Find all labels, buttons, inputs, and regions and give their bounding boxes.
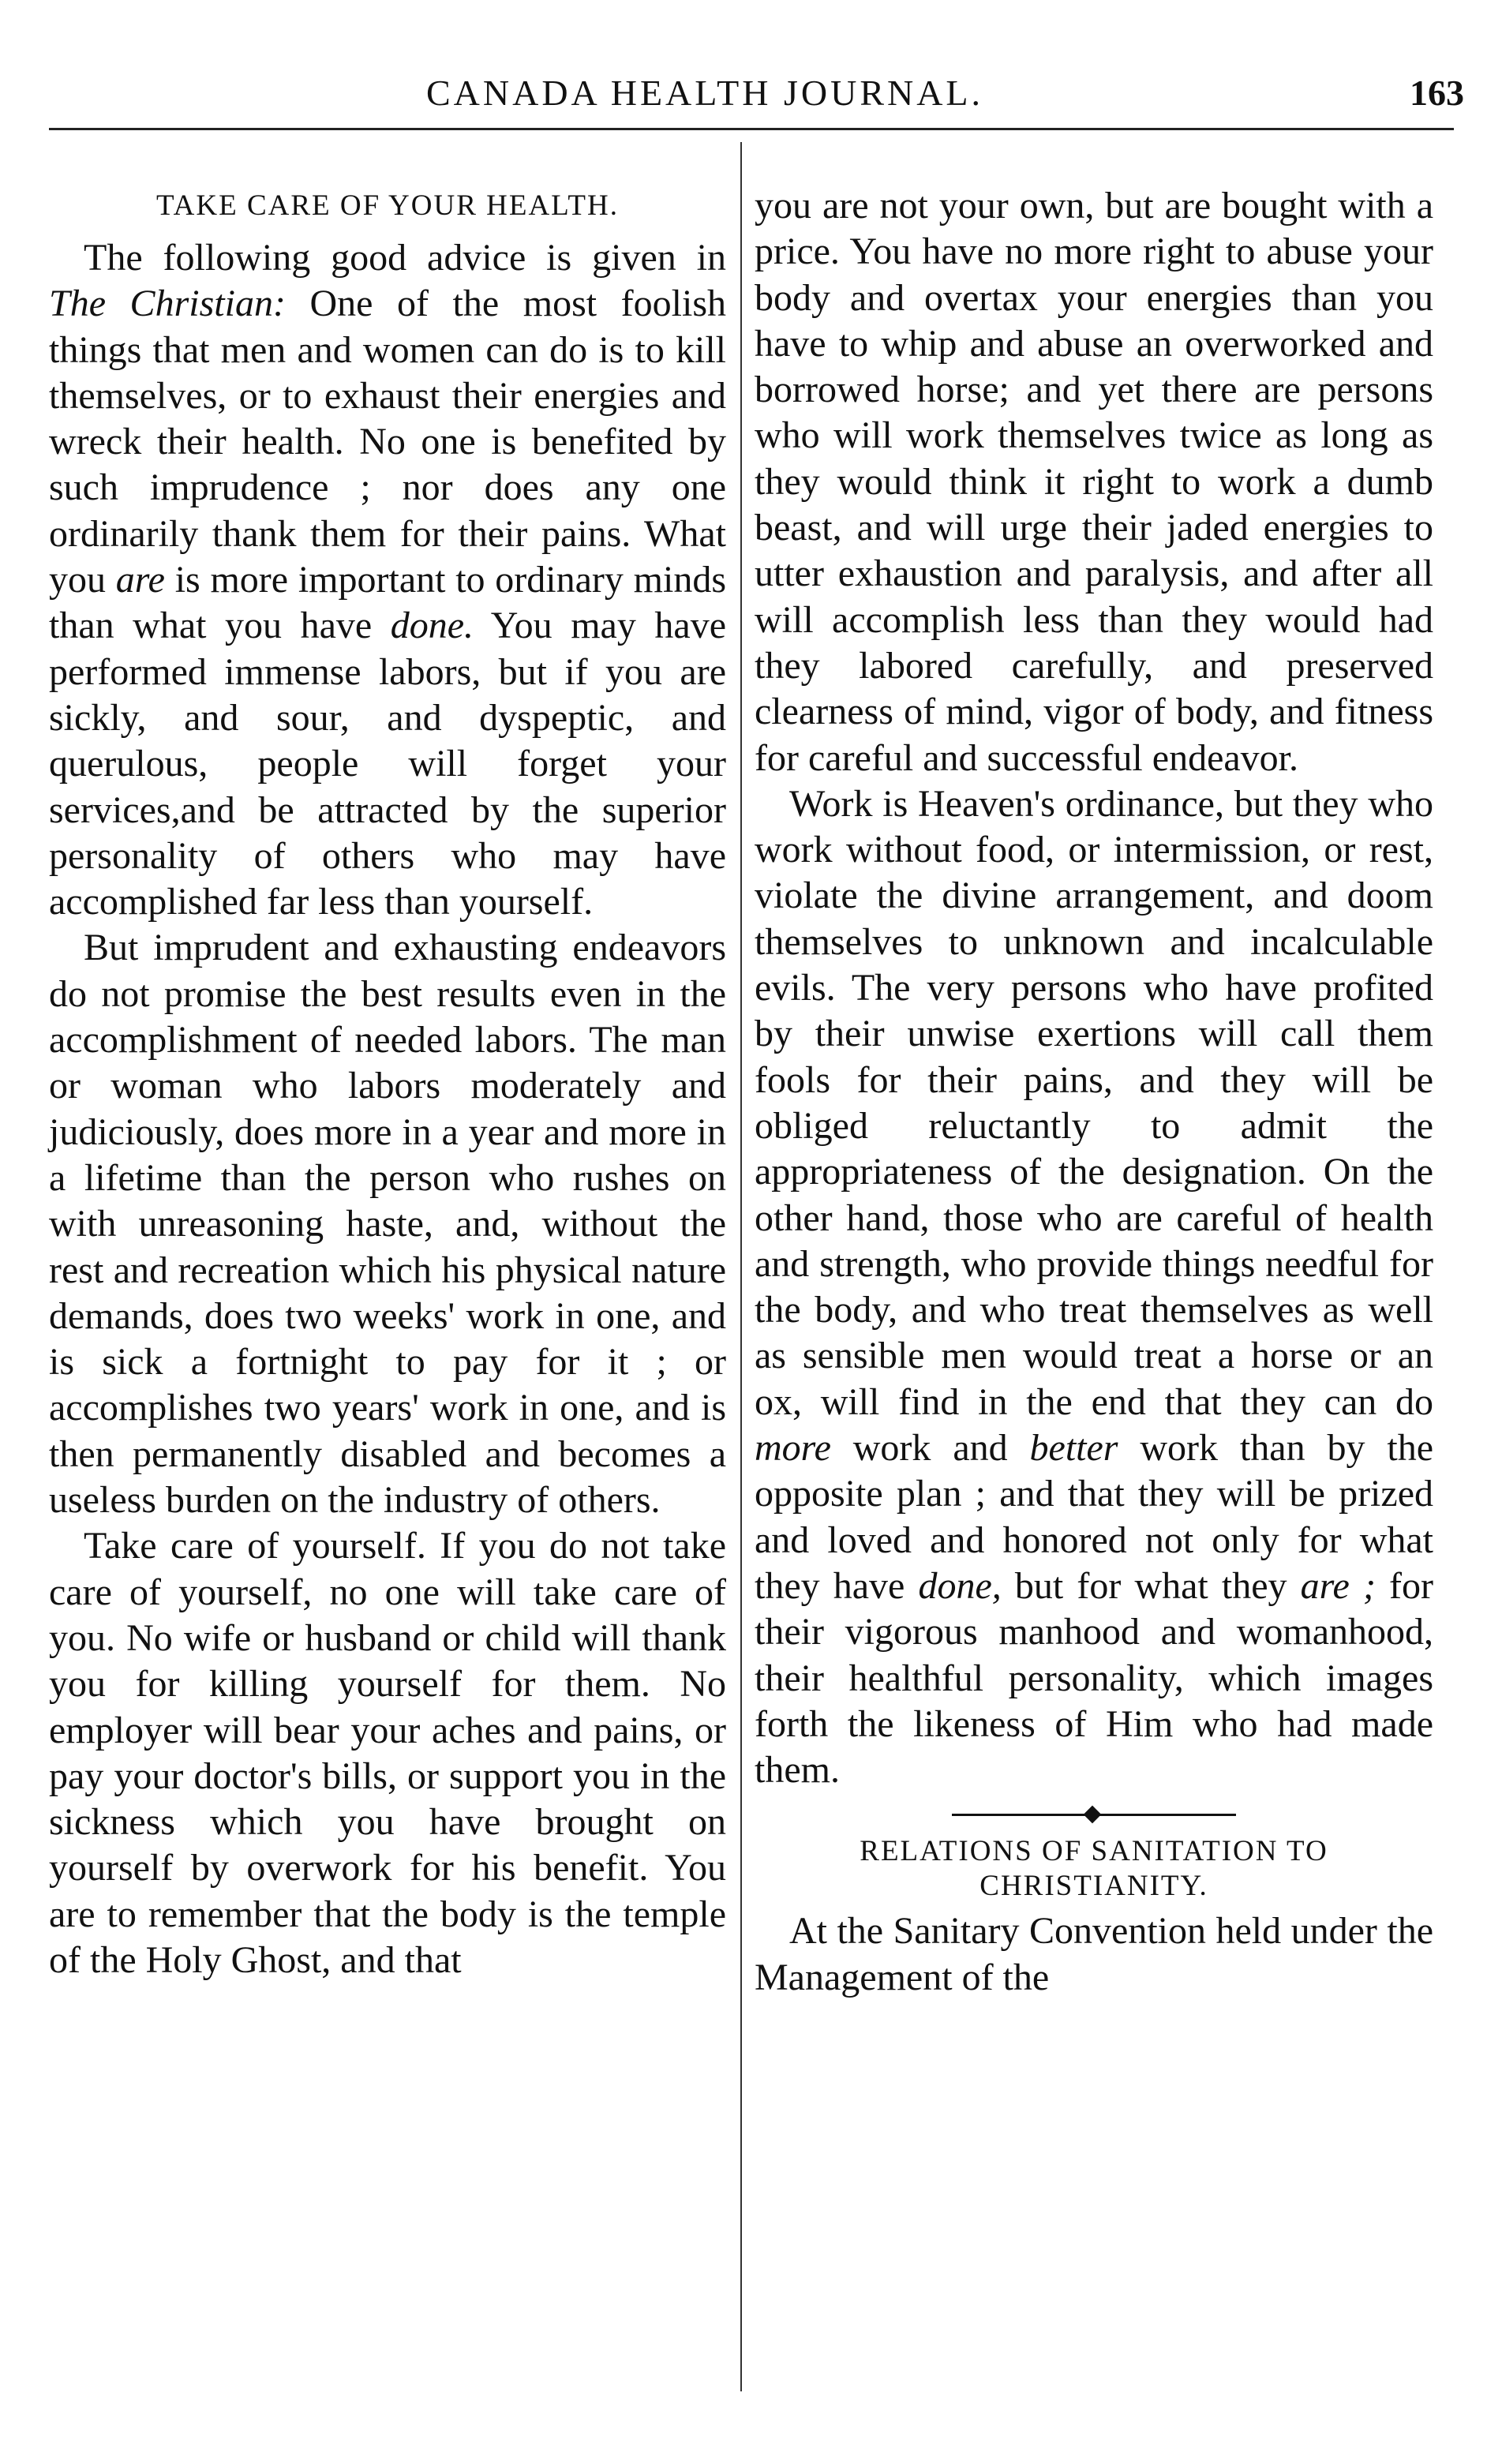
journal-title: CANADA HEALTH JOURNAL.	[426, 73, 984, 113]
article-title: TAKE CARE OF YOUR HEALTH.	[156, 189, 619, 222]
divider-ornament-icon	[1084, 1806, 1102, 1824]
paragraph-3-continued: you are not your own, but are bought with a price. You have no more right to abuse your body and overtax your energies than you have to whip and abuse an overworked and borrowed horse; and yet there are persons who will work themselves twice as long as they would think it right to work a dumb beast, and will urge their jaded energies to utter exhaustion and paralysis, and after all will accomplish less than they would had they labored carefully, and preserved clearness of mind, vigor of body, and fitness for careful and successful endeavor.	[755, 185, 1433, 779]
section-divider	[755, 1798, 1433, 1831]
paragraph-5: At the Sanitary Convention held under the Management of the	[755, 1910, 1433, 1998]
emphasis-done: done.	[390, 605, 474, 647]
paragraph-1-text-b: One of the most foolish things that men and women can do is to kill themselves, or to exhaust their energies and wreck their health. No one is benefited by such imprudence ; nor does any one ordinarily thank them for their pains. What you	[49, 283, 727, 601]
section-title-line-1: RELATIONS OF SANITATION TO	[860, 1835, 1328, 1868]
paragraph-4-text-b: work and	[830, 1427, 1030, 1470]
section-title-line-2: CHRISTIANITY.	[979, 1870, 1208, 1903]
column-rule	[740, 142, 742, 2391]
left-column	[49, 183, 726, 1983]
paragraph-1-text-d: You may have performed immense labors, but if you are sickly, and sour, and dyspeptic, and querulous, people will forget your services,and be attracted by the superior personality of others who may have accomplished far less than yourself.	[49, 605, 727, 923]
emphasis-are-2: are ;	[1300, 1564, 1376, 1607]
paragraph-4-text-c: work than by the opposite plan ; and that they will be prized and loved and honored not only for what they have	[755, 1427, 1433, 1607]
emphasis-better: better	[1029, 1427, 1118, 1470]
paragraph-2: But imprudent and exhausting endeavors do not promise the best results even in the accomplishment of needed labors. The man or woman who labors moderately and judiciously, does more in a year and more in a lifetime than the person who rushes on with unreasoning haste, and, without the rest and recreation which his physical nature demands, does two weeks' work in one, and is sick a fortnight to pay for it ; or accomplishes two years' work in one, and is then permanently disabled and becomes a useless burden on the industry of others.	[49, 927, 726, 1522]
header-rule	[49, 128, 1454, 130]
paragraph-1-text-a: The following good advice is given in	[84, 237, 726, 279]
paragraph-1	[49, 235, 726, 925]
paragraph-4-text-d: but for what they	[1001, 1564, 1301, 1607]
emphasis-more: more	[755, 1427, 831, 1470]
paragraph-1-text-c: is more important to ordinary minds than what you have	[49, 559, 726, 647]
paragraph-3: Take care of yourself. If you do not take care of yourself, no one will take care of you. No wife or husband or child will thank you for killing yourself for them. No employer will bear your aches and pains, or pay your doctor's bills, or support you in the sickness which you have brought on yourself by overwork for his benefit. You are to remember that the body is the temple of the Holy Ghost, and that	[49, 1525, 726, 1981]
section-title	[755, 1834, 1433, 1904]
right-column	[755, 183, 1433, 2001]
paragraph-4	[755, 781, 1433, 1794]
paragraph-4-text-e: for their vigorous manhood and womanhood, their healthful personality, which images forth the likeness of Him who had made them.	[755, 1564, 1434, 1792]
emphasis-done-2: done,	[918, 1564, 1002, 1607]
running-head	[0, 69, 1502, 117]
source-publication: The Christian:	[49, 283, 286, 325]
emphasis-are: are	[115, 559, 165, 601]
page-number: 163	[1410, 73, 1464, 113]
paragraph-4-text-a: Work is Heaven's ordinance, but they who work without food, or intermission, or rest, violate the divine arrangement, and doom themselves to unknown and incalculable evils. The very persons who have profited by their unwise exertions will call them fools for their pains, and they will be obliged reluctantly to admit the appropriateness of the designation. On the other hand, those who are careful of health and strength, who provide things needful for the body, and who treat themselves as well as sensible men would treat a horse or an ox, will find in the end that they can do	[755, 782, 1433, 1423]
